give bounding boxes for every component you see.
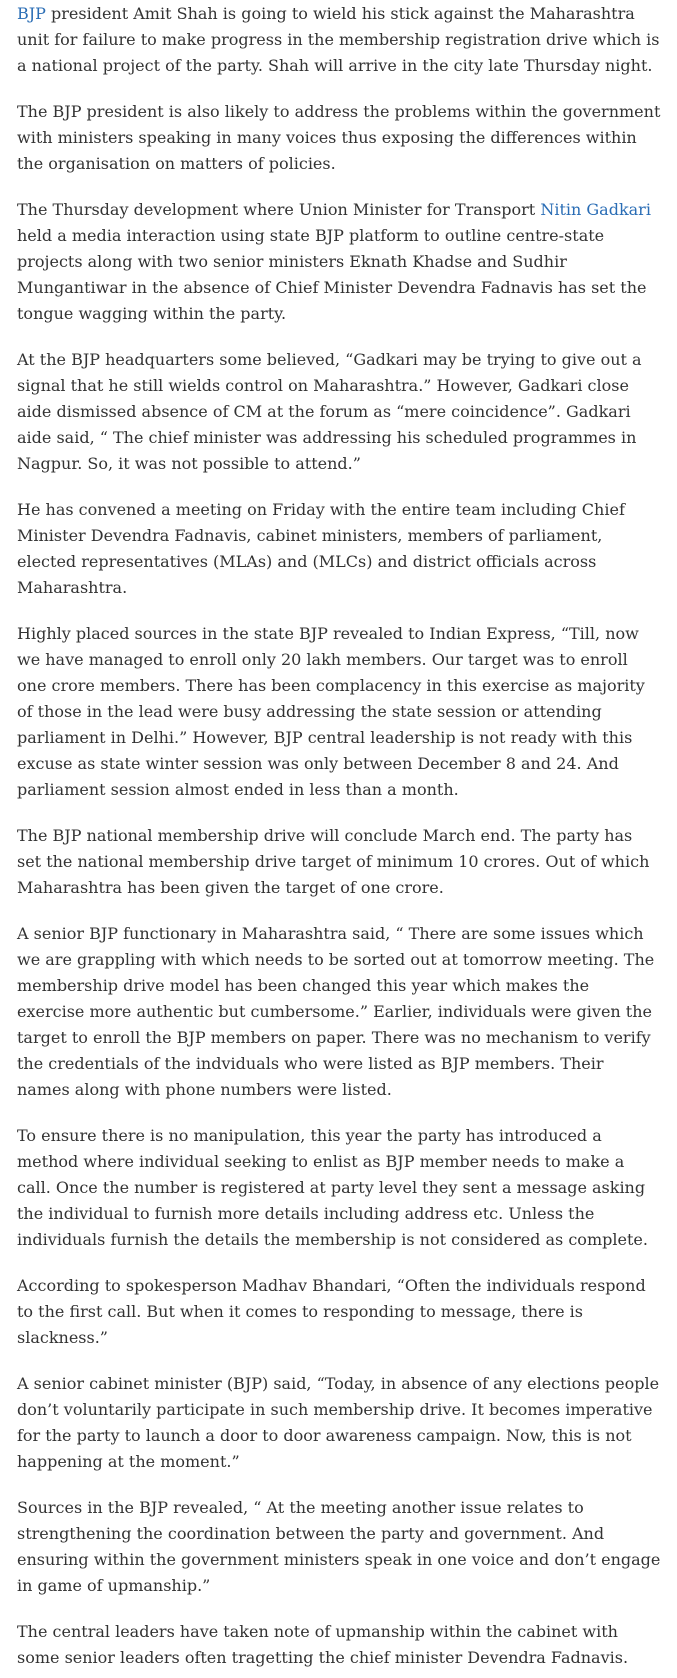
paragraph-12: Sources in the BJP revealed, “ At the meeting another issue relates to strengthening the coordination between the party and government. And ensuring within the government ministers speak in one voice and don’t engage in game of upmanship.” [17,1498,661,1595]
paragraph-6: Highly placed sources in the state BJP revealed to Indian Express, “Till, now we have managed to enroll only 20 lakh members. Our target was to enroll one crore members. There has been complacency in this exercise as majority of those in the lead were busy addressing the state session or attending parliament in Delhi.” However, BJP central leadership is not ready with this excuse as state winter session was only between December 8 and 24. And parliament session almost ended in less than a month. [17,624,645,799]
paragraph-3 [17,197,661,327]
paragraph-5: He has convened a meeting on Friday with the entire team including Chief Minister Devendra Fadnavis, cabinet ministers, members of parliament, elected representatives (MLAs) and (MLCs) and district officials across Maharashtra. [17,500,625,597]
paragraph-3-text-before: The Thursday development where Union Minister for Transport [17,200,541,219]
paragraph-9: To ensure there is no manipulation, this year the party has introduced a method where individual seeking to enlist as BJP member needs to make a call. Once the number is registered at party level they sent a message asking the individual to furnish more details including address etc. Unless the individuals furnish the details the membership is not considered as complete. [17,1126,648,1249]
article-body [0,1,677,1671]
bjp-link[interactable]: BJP [17,4,46,23]
nitin-gadkari-link[interactable]: Nitin Gadkari [540,200,651,219]
paragraph-10: According to spokesperson Madhav Bhandari, “Often the individuals respond to the first call. But when it comes to responding to message, there is slackness.” [17,1276,646,1347]
paragraph-13: The central leaders have taken note of upmanship within the cabinet with some senior leaders often tragetting the chief minister Devendra Fadnavis. [17,1622,629,1667]
paragraph-11: A senior cabinet minister (BJP) said, “Today, in absence of any elections people don’t voluntarily participate in such membership drive. It becomes imperative for the party to launch a door to door awareness campaign. Now, this is not happening at the moment.” [17,1374,660,1471]
paragraph-7: The BJP national membership drive will conclude March end. The party has set the national membership drive target of minimum 10 crores. Out of which Maharashtra has been given the target of one crore. [17,826,650,897]
paragraph-2: The BJP president is also likely to address the problems within the government with ministers speaking in many voices thus exposing the differences within the organisation on matters of policies. [17,102,661,173]
paragraph-1-text: president Amit Shah is going to wield his stick against the Maharashtra unit for failure to make progress in the membership registration drive which is a national project of the party. Shah will arrive in the city late Thursday night. [17,4,660,75]
paragraph-8: A senior BJP functionary in Maharashtra said, “ There are some issues which we are grappling with which needs to be sorted out at tomorrow meeting. The membership drive model has been changed this year which makes the exercise more authentic but cumbersome.” Earlier, individuals were given the target to enroll the BJP members on paper. There was no mechanism to verify the credentials of the indviduals who were listed as BJP members. Their names along with phone numbers were listed. [17,924,655,1099]
paragraph-1 [17,1,661,79]
paragraph-3-text-after: held a media interaction using state BJP platform to outline centre-state projects along with two senior ministers Eknath Khadse and Sudhir Mungantiwar in the absence of Chief Minister Devendra Fadnavis has set the tongue wagging within the party. [17,226,647,323]
paragraph-4: At the BJP headquarters some believed, “Gadkari may be trying to give out a signal that he still wields control on Maharashtra.” However, Gadkari close aide dismissed absence of CM at the forum as “mere coincidence”. Gadkari aide said, “ The chief minister was addressing his scheduled programmes in Nagpur. So, it was not possible to attend.” [17,350,642,473]
